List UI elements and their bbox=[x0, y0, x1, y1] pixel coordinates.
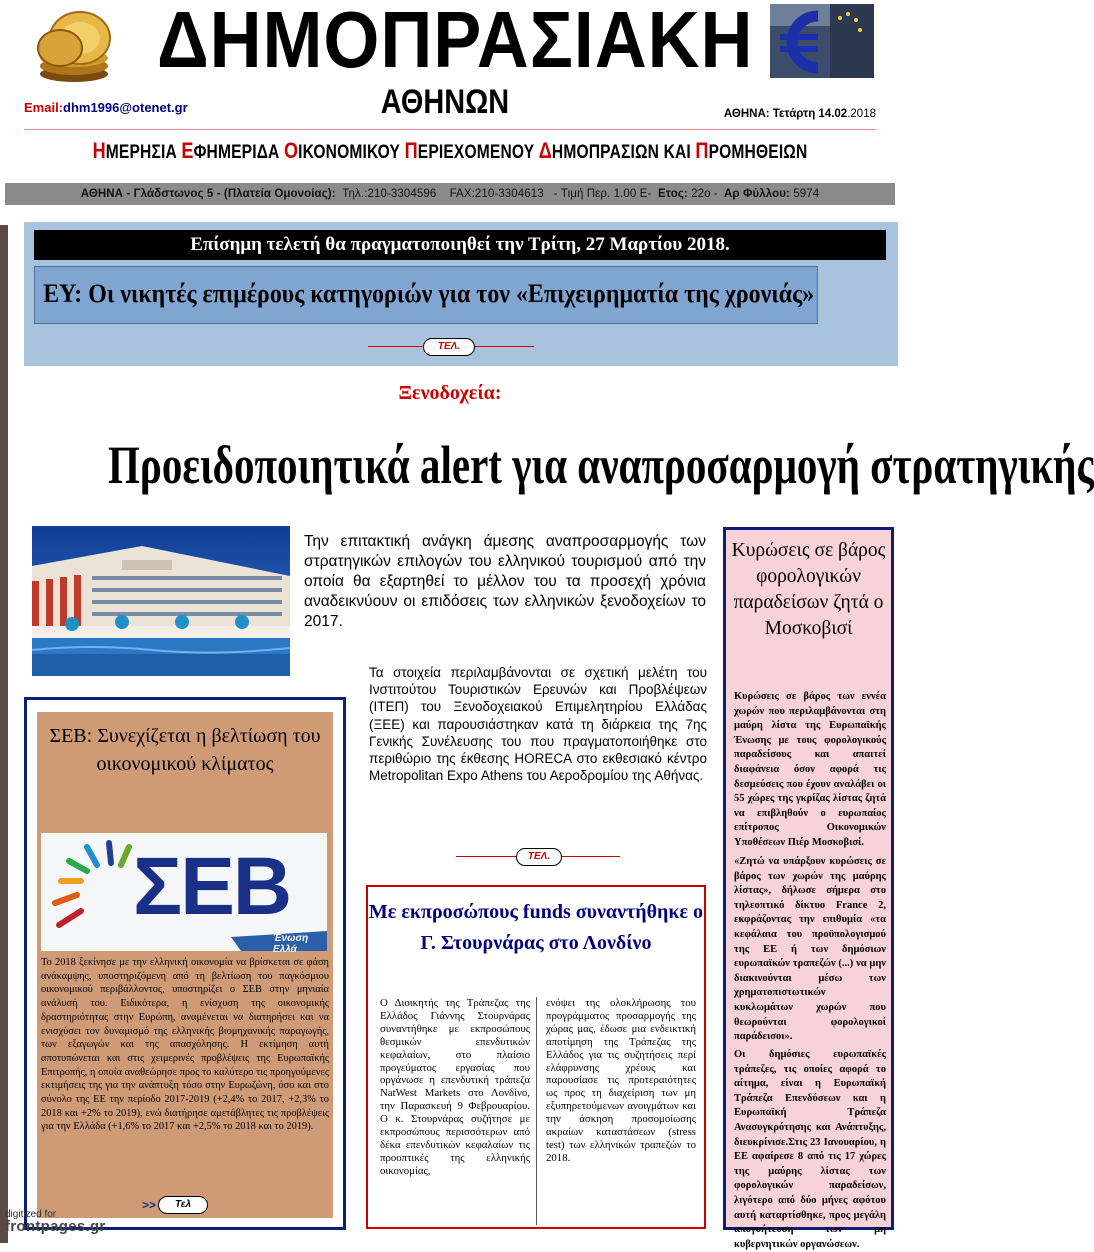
tagline-word: ΡΟΜΗΘΕΙΩΝ bbox=[708, 142, 808, 163]
column-divider bbox=[536, 997, 537, 1225]
issue-date-text: ΑΘΗΝΑ: Τετάρτη 14.02 bbox=[723, 108, 848, 120]
info-price-label: - Τιμή Περ. bbox=[553, 188, 611, 200]
info-issue-label: Αρ Φύλλου: bbox=[724, 188, 790, 200]
sev-box-inner bbox=[37, 712, 333, 1218]
sanctions-paragraph-3: Οι δημόσιες ευρωπαϊκές τράπεζες, τις οποίες αφορά το αίτημα, είναι η Ευρωπαϊκή Τράπεζα Επενδύσεων και η Ευρωπαϊκή Τράπεζα Ανασυγκρότησης και Ανάπτυξης, διευκρίνισε.Στις 23 Ιανουαρίου, η ΕΕ αφαίρεσε 8 από τις 17 χώρες της μαύρης λίστας των φορολογικών παραδείσων, λιγότερο από δύο μήνες αφότου αυτή καταρτίσθηκε, προς μεγάλη απογοήτευση των μη κυβερνητικών οργανώσεων. bbox=[734, 1049, 886, 1250]
info-fax: FAX:210-3304613 bbox=[449, 188, 544, 200]
gold-coins-image bbox=[30, 4, 122, 84]
sev-text: Το 2018 ξεκίνησε με την ελληνική οικονομία να βρίσκεται σε φάση ανάκαμψης, υποστηριζόμενη από τη βελτίωση του παγκόσμιου οικονομικού περιβάλλοντος, υποστηρίζει ο ΣΕΒ στην μηνιαία ανάλυσή του. Ειδικότερα, η ενίσχυση της οικονομικής δραστηριότητας στην Ευρώπη, αναμένεται να διατηρήσει και να ενισχύσει τον δυναμισμό της ελληνικής βιομηχανικής παραγωγής, των εξαγωγών και της απασχόλησης. Η εκτίμηση αυτή αποτυπώνεται και στις χειμερινές προβλέψεις της Ευρωπαϊκής Επιτροπής, η οποία αναθεώρησε προς το καλύτερο τις προηγούμενες εκτιμήσεις της για την ανάπτυξη τόσο στην Ευρωζώνη, όσο και στο σύνολο της ΕΕ την περίοδο 2017-2019 (+2,4% το 2017, +2,3% το 2018 και +2% το 2019), ενώ διατήρησε αμετάβλητες τις προβλέψεις για την Ελλάδα (+1,6% το 2017 και +2,5% το 2018 και το 2019). bbox=[41, 957, 329, 1133]
tagline-word: ΕΡΙΕΧΟΜΕΝΟΥ bbox=[417, 142, 539, 163]
info-bar bbox=[5, 183, 895, 205]
watermark-line-2: frontpages.gr bbox=[5, 1218, 106, 1235]
info-address: ΑΘΗΝΑ - Γλάδστωνος 5 - (Πλατεία Ομονοίας): bbox=[80, 188, 336, 200]
tagline-cap: Π bbox=[695, 138, 709, 163]
tagline bbox=[81, 138, 819, 164]
issue-date-year: .2018 bbox=[847, 108, 876, 120]
sev-logo-image bbox=[41, 833, 327, 955]
sanctions-title[interactable]: Κυρώσεις σε βάρος φορολογικών παραδείσων ζητά ο Μοσκοβισί bbox=[731, 540, 886, 639]
main-story-lede: Την επιτακτική ανάγκη άμεσης αναπροσαρμογής των στρατηγικών επιλογών του ελληνικού τουρισμού από την οποία θα εξαρτηθεί το μέλλον του τα προσεχή χρόνια αναδεικνύουν οι επιδόσεις των ελληνικών ξενοδοχείων το 2017. bbox=[304, 533, 706, 630]
tagline-cap: Δ bbox=[538, 138, 552, 163]
sev-title[interactable]: ΣΕΒ: Συνεχίζεται η βελτίωση του οικονομικού κλίματος bbox=[49, 725, 321, 775]
top-story-headline[interactable]: ΕΥ: Οι νικητές επιμέρους κατηγοριών για τον «Επιχειρηματία της χρονιάς» bbox=[34, 266, 818, 324]
issue-date bbox=[724, 108, 876, 120]
stournaras-column-1: Ο Διοικητής της Τράπεζας της Ελλάδος Γιάννης Στουρνάρας συναντήθηκε με εκπροσώπους θεσμικών επενδυτικών κεφαλαίων, στο πλαίσιο προγεύματος εργασίας που οργάνωσε η επενδυτική τράπεζα NatWest Markets στο Λονδίνο, την Παρασκευή 9 Φεβρουαρίου. Ο κ. Στουρνάρας συζήτησε με εκπροσώπους περισσότερων από δέκα επενδυτικών κεφαλαίων τις προοπτικές της ελληνικής οικονομίας, bbox=[380, 997, 530, 1177]
top-story-end-marker: ΤΕΛ. bbox=[423, 338, 475, 356]
stournaras-title[interactable]: Με εκπροσώπους funds συναντήθηκε ο Γ. Στουρνάρας στο Λονδίνο bbox=[368, 901, 704, 954]
main-story-end-marker: ΤΕΛ. bbox=[516, 848, 562, 866]
tagline-word: ΦΗΜΕΡΙΔΑ bbox=[193, 142, 284, 163]
left-margin-rule bbox=[0, 225, 8, 1243]
info-phone: Τηλ.:210-3304596 bbox=[342, 188, 437, 200]
stournaras-column-2: ενόψει της ολοκλήρωσης του προγράμματος προσαρμογής της χώρας μας, έδωσε μια ενδεικτική αποτίμηση της Τράπεζας της Ελλάδος για τις συζητήσεις περί ελάφρυνσης χρέους και παρουσίασε τις προτεραιότητες ως προς τη διαχείριση των μη εξυπηρετούμενων ανοιγμάτων και την άσκηση προσομοίωσης ακραίων καταστάσεων (stress test) των ελληνικών τραπεζών το 2018. bbox=[546, 997, 696, 1164]
stournaras-box[interactable] bbox=[366, 885, 706, 1229]
info-issue-value: 5974 bbox=[793, 188, 820, 200]
email-contact[interactable] bbox=[24, 100, 188, 115]
tagline-cap: Η bbox=[92, 138, 106, 163]
tagline-word: ΗΜΟΠΡΑΣΙΩΝ ΚΑΙ bbox=[551, 142, 696, 163]
watermark-line-1: digitized for bbox=[5, 1209, 57, 1220]
sev-more-arrow[interactable]: >> bbox=[142, 1198, 157, 1212]
tagline-cap: Ο bbox=[283, 138, 299, 163]
sev-box[interactable] bbox=[24, 697, 346, 1230]
info-price-value: 1.00 Ε- bbox=[613, 188, 652, 200]
sev-logo-caption: Ένωση Ελλά bbox=[273, 933, 309, 955]
hotel-pool-photo bbox=[32, 526, 290, 676]
tagline-word: ΜΕΡΗΣΙΑ bbox=[105, 142, 182, 163]
main-story-body: Τα στοιχεία περιλαμβάνονται σε σχετική μελέτη του Ινστιτούτου Τουριστικών Ερευνών και Προβλέψεων (ΙΤΕΠ) του Ξενοδοχειακού Επιμελητηρίου Ελλάδας (ΞΕΕ) και παρουσιάστηκαν κατά τη διάρκεια της 7ης Γενικής Συνέλευσης του που πραγματοποιήθηκε στο περιθώριο της έκθεσης HORECA στο εκθεσιακό κέντρο Metropolitan Expo Athens του Αεροδρομίου της Αθήνας. bbox=[369, 665, 707, 784]
info-year-value: 22ο - bbox=[691, 188, 718, 200]
tagline-cap: Π bbox=[404, 138, 418, 163]
sev-logo-text: ΣΕΒ bbox=[133, 841, 291, 932]
email-value[interactable]: dhm1996@otenet.gr bbox=[63, 100, 188, 115]
masthead-subtitle: ΑΘΗΝΩΝ bbox=[380, 83, 510, 121]
tagline-word: ΙΚΟΝΟΜΙΚΟΥ bbox=[298, 142, 405, 163]
tagline-cap: Ε bbox=[181, 138, 194, 163]
sanctions-paragraph-2: «Ζητώ να υπάρξουν κυρώσεις σε βάρος των χωρών της μαύρης λίστας», δήλωσε σήμερα στο τηλεοπτικό δίκτυο France 2, εκφράζοντας την επιθυμία «τα κεφάλαια του προϋπολογισμού της ΕΕ ή των δημόσιων ευρωπαϊκών τραπεζών (...) να μην διακινούνται μέσω των χρηματοπιστωτικών κυκλωμάτων χωρών που θεωρούνται φορολογικοί παράδεισοι». bbox=[734, 856, 886, 1043]
masthead-rule bbox=[24, 129, 876, 130]
masthead-title: ΔΗΜΟΠΡΑΣΙΑΚΗ bbox=[157, 0, 754, 84]
info-year-label: Ετος: bbox=[658, 188, 688, 200]
sanctions-box[interactable] bbox=[723, 527, 894, 1250]
top-story-kicker: Επίσημη τελετή θα πραγματοποιηθεί την Τρίτη, 27 Μαρτίου 2018. bbox=[34, 230, 886, 260]
watermark bbox=[5, 1209, 106, 1233]
sev-end-marker: Τελ bbox=[158, 1196, 208, 1214]
section-label: Ξενοδοχεία: bbox=[398, 382, 502, 404]
email-label: Email: bbox=[24, 100, 64, 115]
euro-sign-photo bbox=[770, 4, 874, 78]
main-headline[interactable]: Προειδοποιητικά alert για αναπροσαρμογή στρατηγικής bbox=[108, 435, 1094, 495]
sanctions-paragraph-1: Κυρώσεις σε βάρος των εννέα χωρών που περιλαμβάνονται στη μαύρη λίστα της Ευρωπαϊκής Ένωσης με τους φορολογικούς παραδείσους και απαιτεί διαφάνεια όσον αφορά τις δεσμεύσεις που έχουν αναλάβει οι 55 χώρες της γκρίζας λίστας ζητά να επιβληθούν ο ευρωπαίος επίτροπος Οικονομικών Υποθέσεων Πιέρ Μοσκοβισί. bbox=[734, 691, 886, 848]
